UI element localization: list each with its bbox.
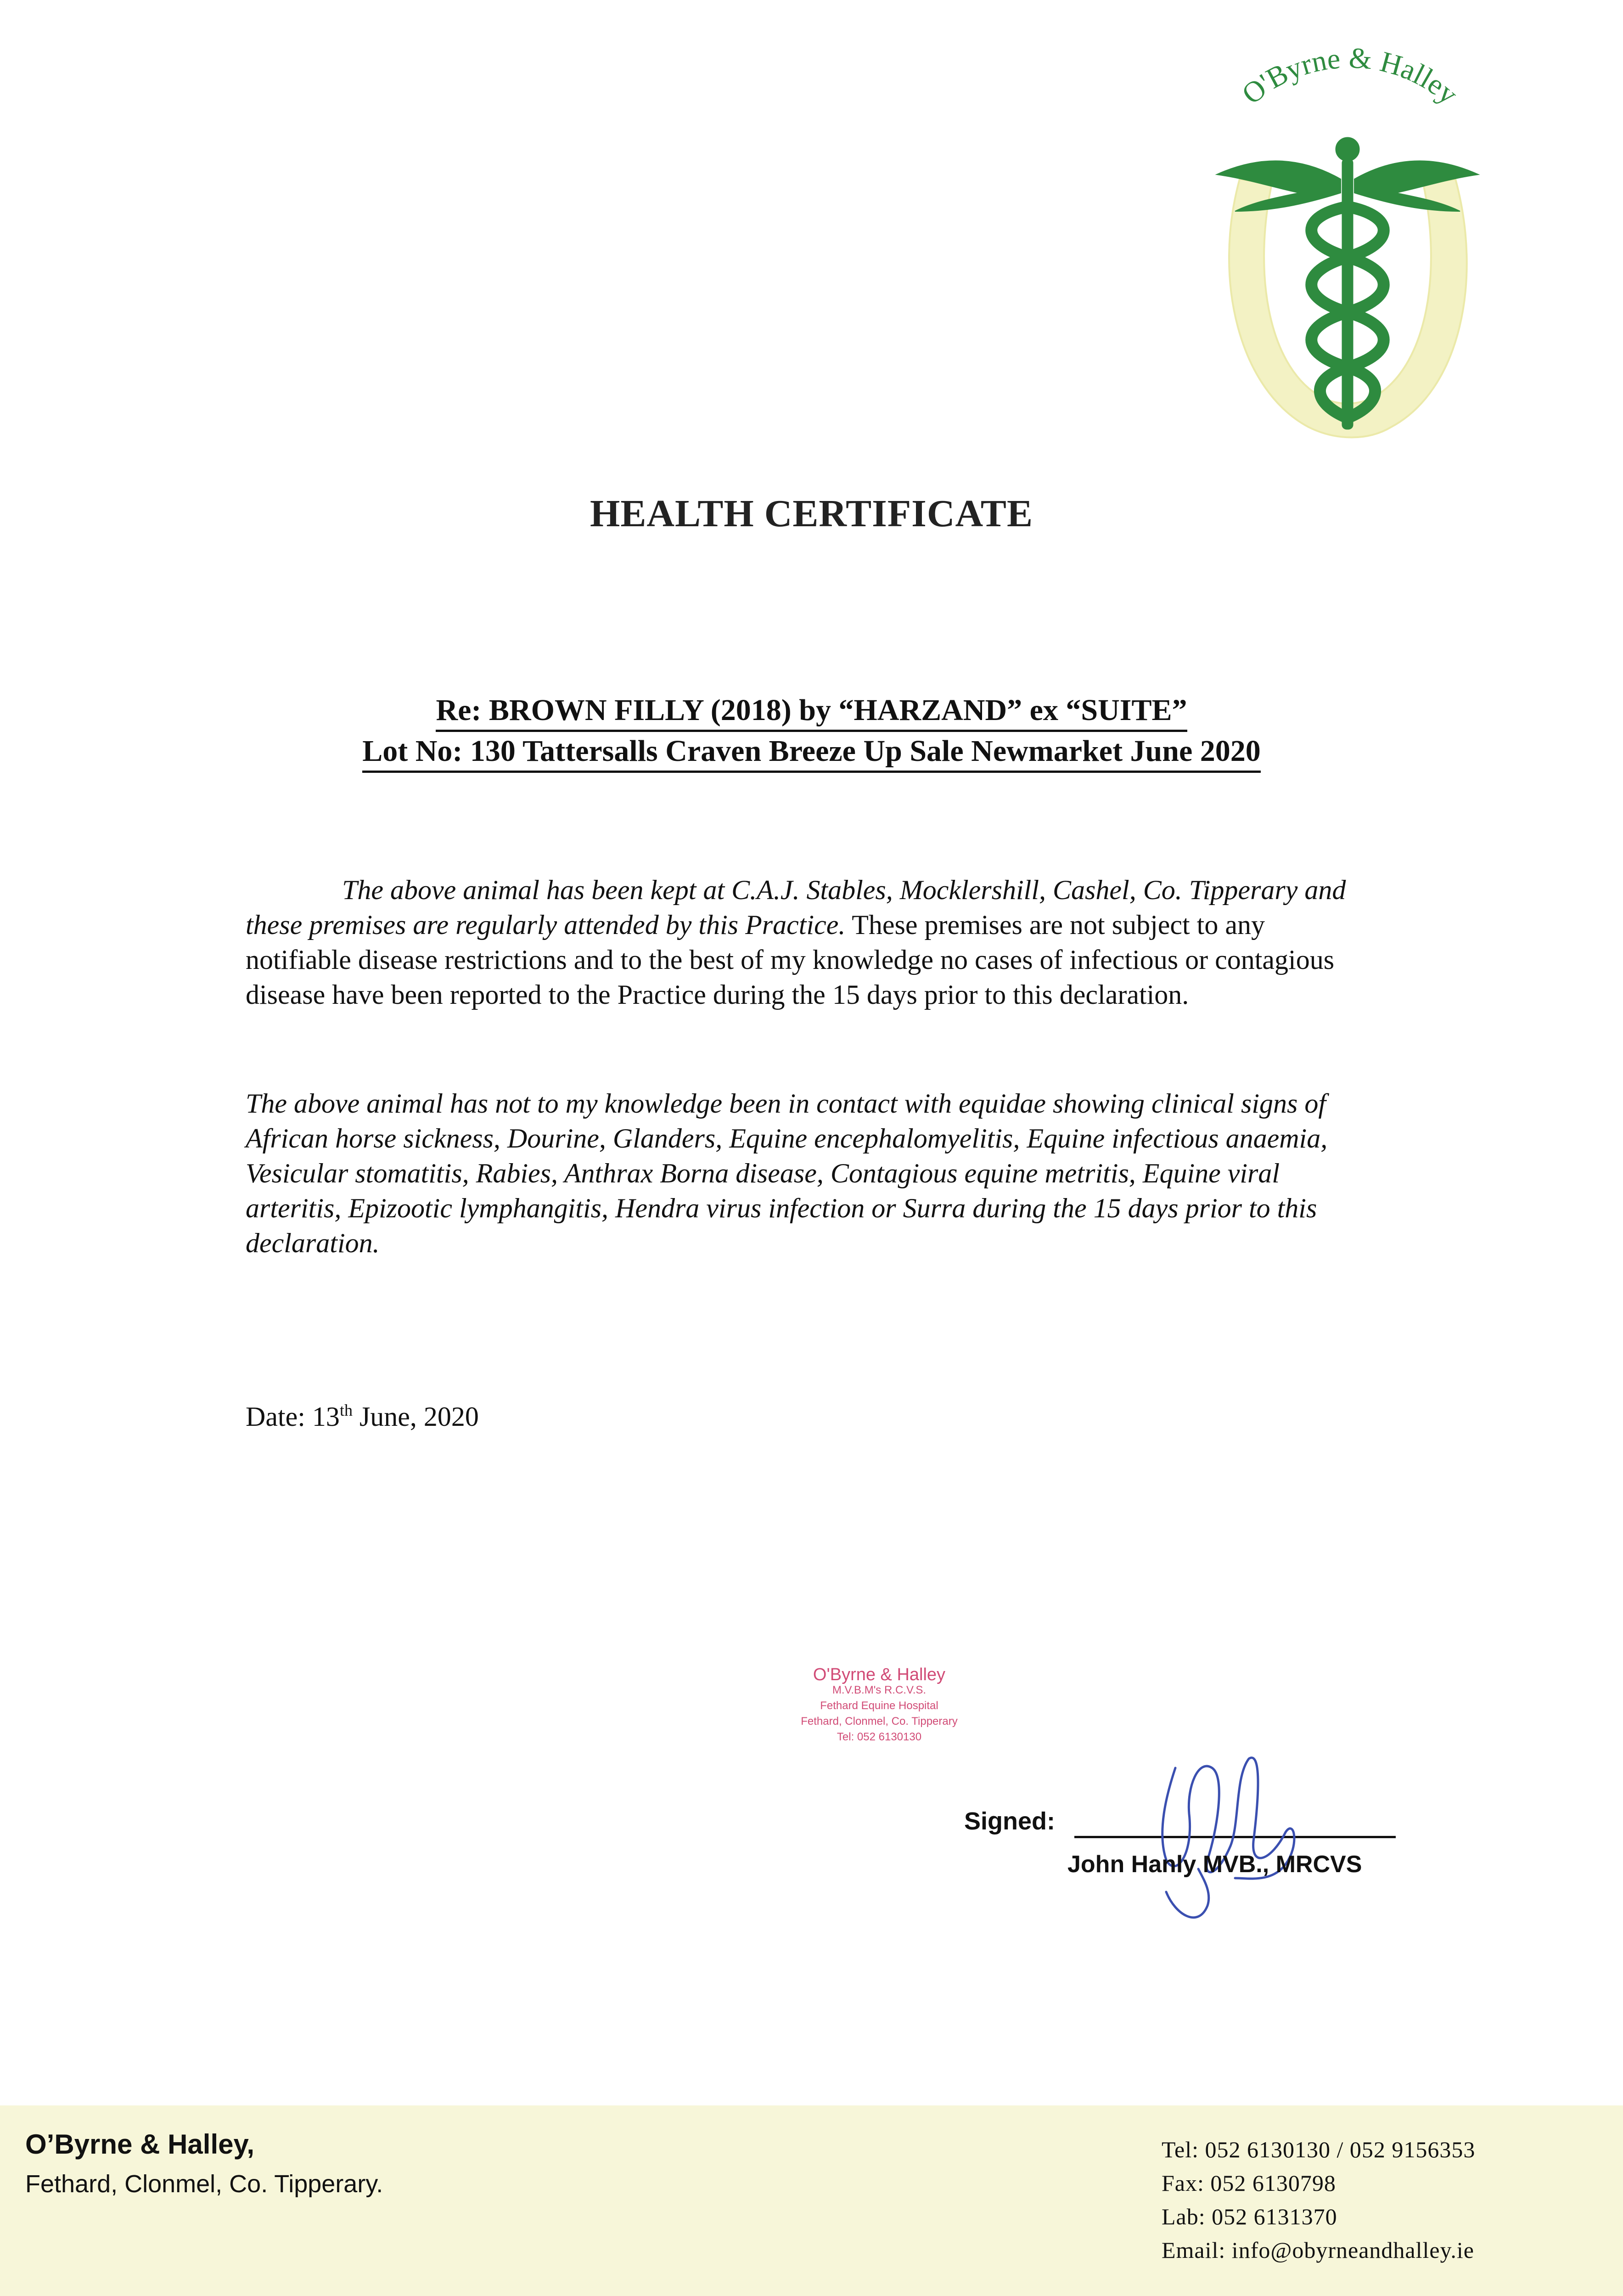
stamp-line: Fethard Equine Hospital [820,1699,938,1712]
date-ordinal-suffix: th [339,1401,353,1419]
practice-logo [1185,41,1506,455]
date-rest: June, 2020 [352,1401,479,1432]
stamp-line: O'Byrne & Halley [813,1665,946,1684]
premises-italic-text: The above animal has been kept at C.A.J. Stables, Mocklershill, Cashel, Co. Tipperary and these premises are regularly attended by this Practice. [246,875,1346,940]
handwritten-signature [1139,1740,1313,1929]
stamp-line: Tel: 052 6130130 [837,1731,922,1743]
footer-fax: Fax: 052 6130798 [1162,2170,1336,2196]
contact-declaration-paragraph: The above animal has not to my knowledge been in contact with equidae showing clinical signs of African horse sickness, Dourine, Glanders, Equine encephalomyelitis, Equine infectious anaemia, Vesicular stomatitis, Rabies, Anthrax Borna disease, Contagious equine metritis, Equine viral arteritis, Epizootic lymphangitis, Hendra virus infection or Surra during the 15 days prior to this declaration. [246,1088,1328,1258]
footer-tel: Tel: 052 6130130 / 052 9156353 [1162,2137,1476,2162]
footer-practice-name: O’Byrne & Halley, [25,2129,255,2160]
subject-line-lot: Lot No: 130 Tattersalls Craven Breeze Up Sale Newmarket June 2020 [362,732,1261,773]
signed-label: Signed: [964,1807,1055,1835]
footer-lab: Lab: 052 6131370 [1162,2204,1337,2229]
stamp-line: M.V.B.M's R.C.V.S. [832,1684,927,1696]
subject-line-animal: Re: BROWN FILLY (2018) by “HARZAND” ex “SUITE” [436,691,1187,732]
footer-contact-block [1162,2133,1475,2267]
page-title: HEALTH CERTIFICATE [590,492,1033,535]
certificate-date [246,1401,479,1433]
logo-brand-text: O'Byrne & Halley [1236,41,1465,111]
date-label: Date: 13 [246,1401,340,1432]
premises-paragraph [246,872,1361,1012]
footer-email: Email: info@obyrneandhalley.ie [1162,2237,1474,2263]
subject-block [0,691,1623,773]
premises-normal-text: These premises are not subject to any notifiable disease restrictions and to the best of my knowledge no cases of infectious or contagious disease have been reported to the Practice during the 15 days prior to this declaration. [246,910,1335,1010]
footer-address: Fethard, Clonmel, Co. Tipperary. [25,2170,383,2198]
practice-stamp [781,1667,978,1745]
stamp-line: Fethard, Clonmel, Co. Tipperary [801,1715,958,1728]
signer-name: John Hanly MVB., MRCVS [1067,1851,1362,1878]
